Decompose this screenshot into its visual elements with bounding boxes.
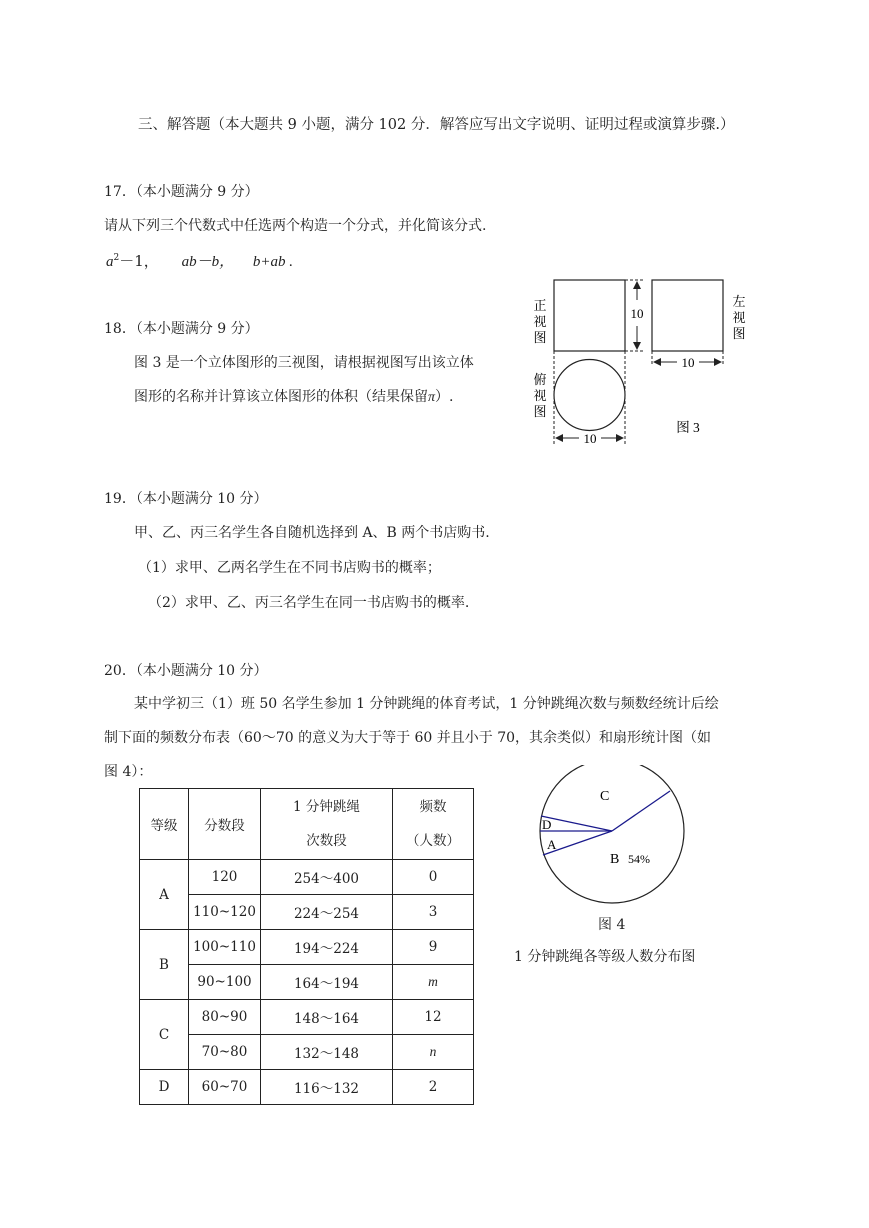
- header-freq: [393, 789, 474, 860]
- range-cell: 132～148: [261, 1035, 393, 1070]
- table-row: [140, 860, 474, 895]
- score-cell: 90~100: [189, 965, 261, 1000]
- q18-line2-text: 图形的名称并计算该立体图形的体积（结果保留: [134, 389, 428, 405]
- top-view-circle: [554, 360, 625, 431]
- freq-cell: n: [393, 1035, 474, 1070]
- q18-line2-tail: ）.: [435, 389, 454, 405]
- height-label: 10: [630, 306, 644, 321]
- left-view-char-3: 图: [732, 326, 746, 341]
- score-cell: 80~90: [189, 1000, 261, 1035]
- q18-line2: [134, 386, 453, 406]
- pie-title: 1 分钟跳绳各等级人数分布图: [514, 949, 696, 965]
- header-count: [261, 789, 393, 860]
- score-cell: 70~80: [189, 1035, 261, 1070]
- grade-cell-b: B: [140, 930, 189, 1000]
- q18-heading: 18．（本小题满分 9 分）: [104, 321, 259, 337]
- front-view-char-2: 视: [533, 314, 547, 329]
- score-cell: 60~70: [189, 1070, 261, 1105]
- q17-text: 请从下列三个代数式中任选两个构造一个分式，并化简该分式.: [104, 218, 487, 234]
- table-row: [140, 965, 474, 1000]
- table-header-row: [140, 789, 474, 860]
- freq-cell: 3: [393, 895, 474, 930]
- table-row: [140, 1035, 474, 1070]
- pie-label-b-pct: 54%: [628, 852, 650, 866]
- left-view-char-2: 视: [732, 310, 746, 325]
- front-view-rect: [554, 280, 625, 351]
- grade-cell-d: D: [140, 1070, 189, 1105]
- frequency-table: [139, 788, 474, 1105]
- header-freq-line2: （人数）: [406, 833, 460, 849]
- q19-sub1: （1）求甲、乙两名学生在不同书店购书的概率；: [138, 560, 441, 576]
- pie-label-c: C: [600, 789, 610, 804]
- top-view-char-2: 视: [533, 388, 547, 403]
- pie-label-b: B: [610, 852, 620, 867]
- q20-line1: 某中学初三（1）班 50 名学生参加 1 分钟跳绳的体育考试，1 分钟跳绳次数与频数经统计后绘: [134, 696, 719, 712]
- grade-cell-c: C: [140, 1000, 189, 1070]
- left-view-char-1: 左: [732, 294, 746, 309]
- expr2: ab－b，: [181, 254, 235, 270]
- freq-cell: 12: [393, 1000, 474, 1035]
- expr-a-squared: a: [106, 254, 114, 270]
- q20-line2: 制下面的频数分布表（60～70 的意义为大于等于 60 并且小于 70，其余类似）和扇形统计图（如: [104, 730, 712, 746]
- top-view-char-3: 图: [533, 404, 547, 419]
- table-row: [140, 1000, 474, 1035]
- grade-cell-a: A: [140, 860, 189, 930]
- pie-label-a: A: [547, 837, 557, 852]
- pie-divider-c-d: [541, 816, 612, 831]
- figure4-caption: 图 4: [598, 917, 626, 933]
- front-view-char-1: 正: [533, 298, 547, 313]
- range-cell: 164～194: [261, 965, 393, 1000]
- score-cell: 120: [189, 860, 261, 895]
- range-cell: 224～254: [261, 895, 393, 930]
- q20-heading: 20．（本小题满分 10 分）: [104, 663, 268, 679]
- front-view-char-3: 图: [533, 330, 547, 345]
- header-score: 分数段: [189, 789, 261, 860]
- table-row: [140, 895, 474, 930]
- q17-expressions: [106, 250, 293, 271]
- header-count-line2: 次数段: [306, 833, 347, 849]
- section-title: 三、解答题（本大题共 9 小题，满分 102 分．解答应写出文字说明、证明过程或演算步骤.）: [138, 117, 735, 133]
- table-row: [140, 930, 474, 965]
- header-grade: 等级: [140, 789, 189, 860]
- pie-divider-c-b: [612, 791, 670, 831]
- pi-symbol: π: [428, 390, 436, 405]
- range-cell: 254～400: [261, 860, 393, 895]
- top-view-char-1: 俯: [533, 372, 547, 387]
- freq-cell: 9: [393, 930, 474, 965]
- freq-cell: 0: [393, 860, 474, 895]
- q19-text: 甲、乙、丙三名学生各自随机选择到 A、B 两个书店购书.: [134, 525, 490, 541]
- q20-line3: 图 4）：: [104, 764, 153, 780]
- expr-exponent: 2: [113, 253, 120, 263]
- q18-line1: 图 3 是一个立体图形的三视图，请根据视图写出该立体: [134, 355, 474, 371]
- pie-outline: [540, 765, 684, 903]
- three-view-figure: [525, 270, 765, 450]
- left-view-rect: [652, 280, 723, 351]
- header-freq-line1: 频数: [419, 799, 447, 815]
- range-cell: 148～164: [261, 1000, 393, 1035]
- figure3-caption: 图 3: [676, 420, 700, 435]
- expr3: b+ab .: [252, 254, 293, 270]
- range-cell: 194～224: [261, 930, 393, 965]
- q19-heading: 19．（本小题满分 10 分）: [104, 491, 268, 507]
- header-count-line1: 1 分钟跳绳: [293, 799, 360, 815]
- score-cell: 100~110: [189, 930, 261, 965]
- range-cell: 116～132: [261, 1070, 393, 1105]
- q19-sub2: （2）求甲、乙、丙三名学生在同一书店购书的概率.: [148, 595, 470, 611]
- freq-cell: 2: [393, 1070, 474, 1105]
- table-row: [140, 1070, 474, 1105]
- freq-cell: m: [393, 965, 474, 1000]
- score-cell: 110~120: [189, 895, 261, 930]
- expr1-tail: －1，: [119, 252, 159, 270]
- left-view-width-label: 10: [681, 355, 695, 370]
- top-view-width-label: 10: [583, 431, 597, 446]
- pie-label-d: D: [542, 817, 552, 832]
- q17-heading: 17．（本小题满分 9 分）: [104, 184, 259, 200]
